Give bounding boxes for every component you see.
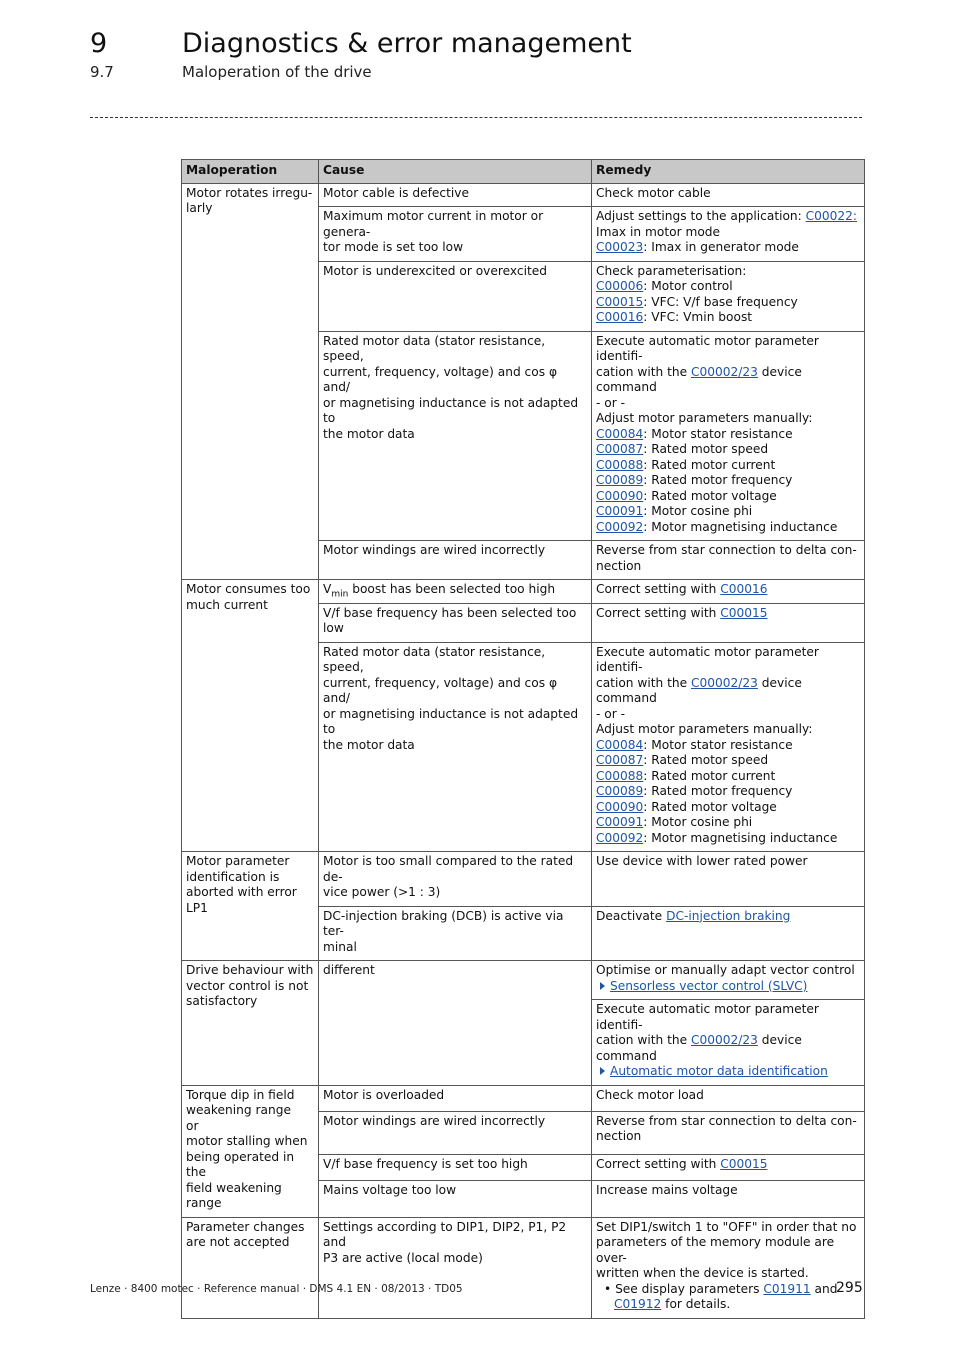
- remedy-cell: [592, 961, 865, 1000]
- text-line: Motor parameter: [186, 854, 290, 868]
- text-line: are not accepted: [186, 1235, 290, 1249]
- text-line: Check parameterisation:: [596, 263, 747, 278]
- param-link[interactable]: C00088: [596, 768, 644, 783]
- text-line: range: [186, 1196, 222, 1210]
- text-segment: : Rated motor current: [643, 457, 776, 472]
- header-remedy: Remedy: [592, 160, 865, 184]
- cause-cell: [319, 183, 592, 207]
- cause-cell: [319, 541, 592, 580]
- remedy-cell: [592, 261, 865, 331]
- text-line: Motor is underexcited or overexcited: [323, 263, 548, 278]
- text-segment: : Rated motor voltage: [643, 799, 777, 814]
- text-line: or magnetising inductance is not adapted to: [323, 706, 579, 736]
- text-line: larly: [186, 201, 213, 215]
- remedy-cell: [592, 603, 865, 642]
- text-line: vice power (>1 : 3): [323, 885, 441, 899]
- text-line: Torque dip in field: [186, 1087, 295, 1102]
- param-link[interactable]: C00006: [596, 279, 644, 293]
- cause-cell: [319, 1217, 592, 1318]
- text-segment: : Motor stator resistance: [643, 737, 793, 752]
- text-line: Motor windings are wired incorrectly: [323, 543, 546, 557]
- text-line: different: [323, 963, 375, 977]
- remedy-cell: [592, 642, 865, 852]
- param-link-c00002-23[interactable]: C00002/23: [691, 675, 758, 690]
- text-segment: : Imax in generator mode: [643, 240, 799, 254]
- text-segment: cation with the: [596, 675, 691, 690]
- text-line: Drive behaviour with: [186, 963, 314, 977]
- text-line: Motor rotates irregu-: [186, 185, 313, 200]
- arrow-right-icon: [600, 982, 605, 990]
- text-segment: : Motor magnetising inductance: [643, 830, 838, 845]
- cause-cell: [319, 642, 592, 852]
- remedy-cell: [592, 207, 865, 262]
- maloperation-cell: [182, 1085, 319, 1217]
- text-line: being operated in the: [186, 1149, 295, 1179]
- text-line: or magnetising inductance is not adapted to: [323, 395, 579, 425]
- text-line: Motor cable is defective: [323, 185, 469, 200]
- text-segment: device command: [596, 1033, 802, 1063]
- text-line: or: [186, 1118, 199, 1133]
- text-line: Imax in motor mode: [596, 224, 721, 239]
- maloperation-table: [181, 159, 865, 1319]
- param-link[interactable]: C00089: [596, 473, 644, 487]
- text-line: DC-injection braking (DCB) is active via ter-: [323, 908, 564, 938]
- bullet-item: [596, 1282, 860, 1313]
- text-segment: : Rated motor voltage: [643, 488, 777, 503]
- text-line: - or -: [596, 706, 626, 721]
- param-link-c00016[interactable]: C00016: [720, 582, 768, 596]
- text-line: Mains voltage too low: [323, 1183, 457, 1198]
- text-segment: : Rated motor frequency: [643, 784, 793, 798]
- text-segment: device command: [596, 364, 802, 394]
- text-line: minal: [323, 939, 357, 954]
- maloperation-cell: [182, 961, 319, 1086]
- param-link[interactable]: C00087: [596, 442, 644, 456]
- param-link[interactable]: C00084: [596, 426, 644, 441]
- text-line: LP1: [186, 900, 208, 915]
- text-segment: : Motor cosine phi: [643, 815, 753, 829]
- param-link[interactable]: C00084: [596, 737, 644, 752]
- text-segment: Deactivate: [596, 908, 667, 923]
- cause-cell: [319, 1155, 592, 1181]
- header-divider: [90, 117, 862, 118]
- text-line: Rated motor data (stator resistance, speed,: [323, 333, 546, 363]
- text-line: Execute automatic motor parameter identifi-: [596, 644, 819, 674]
- param-link[interactable]: C00087: [596, 753, 644, 767]
- param-link[interactable]: C00015: [596, 294, 644, 309]
- text-line: P3 are active (local mode): [323, 1250, 483, 1265]
- chapter-number: 9: [90, 28, 108, 59]
- param-link[interactable]: C00090: [596, 488, 644, 503]
- dc-injection-braking-link[interactable]: DC-injection braking: [666, 908, 791, 923]
- text-line: Execute automatic motor parameter identifi-: [596, 1002, 819, 1032]
- text-line: nection: [596, 1129, 642, 1144]
- header-cause: Cause: [319, 160, 592, 184]
- param-link-c00002-23[interactable]: C00002/23: [691, 1033, 758, 1047]
- text-line: V/f base frequency has been selected too low: [323, 605, 577, 635]
- remedy-cell: [592, 541, 865, 580]
- param-link-c00015[interactable]: C00015: [720, 1157, 768, 1172]
- text-segment: : Motor control: [643, 279, 733, 293]
- auto-motor-data-id-link[interactable]: Automatic motor data identification: [610, 1064, 828, 1078]
- text-line: aborted with error: [186, 885, 297, 899]
- remedy-cell: [592, 852, 865, 907]
- text-line: current, frequency, voltage) and cos φ and/: [323, 364, 557, 394]
- page-number: 295: [836, 1280, 863, 1296]
- param-link[interactable]: C00091: [596, 815, 644, 829]
- text-line: Check motor load: [596, 1087, 704, 1102]
- text-line: Increase mains voltage: [596, 1183, 738, 1198]
- text-segment: Adjust settings to the application:: [596, 209, 806, 223]
- param-link[interactable]: C00089: [596, 784, 644, 798]
- text-line: the motor data: [323, 426, 415, 441]
- text-segment: : VFC: Vmin boost: [643, 310, 753, 324]
- footer-text: Lenze · 8400 motec · Reference manual · DMS 4.1 EN · 08/2013 · TD05: [90, 1283, 463, 1295]
- table-header-row: [182, 160, 865, 184]
- text-line: Maximum motor current in motor or genera-: [323, 209, 544, 239]
- remedy-cell: [592, 1155, 865, 1181]
- text-segment: Correct setting with: [596, 1157, 721, 1172]
- text-line: Execute automatic motor parameter identifi-: [596, 333, 819, 363]
- remedy-cell: [592, 1111, 865, 1154]
- param-link[interactable]: C00091: [596, 504, 644, 518]
- text-line: Rated motor data (stator resistance, speed,: [323, 644, 546, 674]
- text-segment: for details.: [661, 1297, 731, 1311]
- text-segment: : Motor stator resistance: [643, 426, 793, 441]
- text-line: current, frequency, voltage) and cos φ and/: [323, 675, 557, 705]
- text-line: Adjust motor parameters manually:: [596, 411, 813, 425]
- maloperation-cell: [182, 183, 319, 580]
- text-line: Check motor cable: [596, 185, 711, 200]
- text-line: Optimise or manually adapt vector control: [596, 963, 855, 977]
- text-line: nection: [596, 558, 642, 573]
- section-number: 9.7: [90, 63, 114, 81]
- table-row: [182, 852, 865, 907]
- remedy-cell: [592, 183, 865, 207]
- cause-cell: [319, 1181, 592, 1217]
- table-row: [182, 580, 865, 604]
- text-line: satisfactory: [186, 994, 258, 1008]
- text-line: field weakening: [186, 1180, 282, 1195]
- text-line: Motor is too small compared to the rated de-: [323, 854, 574, 884]
- text-line: weakening range: [186, 1103, 291, 1117]
- table-row: [182, 1217, 865, 1318]
- text-segment: • See display parameters: [604, 1281, 764, 1296]
- cause-cell: [319, 580, 592, 604]
- param-link-c00022[interactable]: C00022:: [805, 209, 858, 223]
- text-line: motor stalling when: [186, 1134, 308, 1148]
- text-line: - or -: [596, 395, 626, 410]
- text-segment: and: [810, 1281, 838, 1296]
- text-line: V/f base frequency is set too high: [323, 1157, 528, 1172]
- param-link[interactable]: C00090: [596, 799, 644, 814]
- remedy-cell: [592, 1181, 865, 1217]
- text-segment: : VFC: V/f base frequency: [643, 294, 798, 309]
- slvc-link[interactable]: Sensorless vector control (SLVC): [610, 978, 808, 993]
- remedy-cell: [592, 1085, 865, 1111]
- text-segment: cation with the: [596, 364, 691, 379]
- text-segment: Correct setting with: [596, 582, 721, 596]
- text-segment: : Rated motor speed: [643, 442, 769, 456]
- param-link-c00015[interactable]: C00015: [720, 605, 768, 620]
- text-segment: V: [323, 582, 332, 596]
- text-segment: : Rated motor current: [643, 768, 776, 783]
- section-title: Maloperation of the drive: [182, 63, 372, 81]
- cause-cell: [319, 207, 592, 262]
- text-line: parameters of the memory module are over-: [596, 1235, 835, 1265]
- text-segment: : Motor magnetising inductance: [643, 519, 838, 534]
- cause-cell: [319, 1085, 592, 1111]
- param-link[interactable]: C00088: [596, 457, 644, 472]
- param-link-c00002-23[interactable]: C00002/23: [691, 364, 758, 379]
- cause-cell: [319, 1111, 592, 1154]
- remedy-cell: [592, 580, 865, 604]
- text-line: much current: [186, 597, 268, 612]
- subscript: min: [331, 589, 349, 600]
- text-line: Use device with lower rated power: [596, 854, 808, 868]
- text-line: Adjust motor parameters manually:: [596, 722, 813, 736]
- table-row: [182, 1085, 865, 1111]
- text-segment: Correct setting with: [596, 605, 721, 620]
- text-line: tor mode is set too low: [323, 240, 464, 254]
- param-link-c01912[interactable]: C01912: [614, 1297, 662, 1311]
- text-line: the motor data: [323, 737, 415, 752]
- maloperation-cell: [182, 580, 319, 852]
- text-line: identification is: [186, 869, 280, 884]
- maloperation-cell: [182, 1217, 319, 1318]
- text-line: Motor consumes too: [186, 582, 311, 596]
- remedy-cell: [592, 1000, 865, 1086]
- text-line: Settings according to DIP1, DIP2, P1, P2 and: [323, 1219, 567, 1249]
- cause-cell: [319, 603, 592, 642]
- cause-cell: [319, 961, 592, 1086]
- text-segment: device command: [596, 675, 802, 705]
- header-maloperation: Maloperation: [182, 160, 319, 184]
- cause-cell: [319, 331, 592, 541]
- param-link-c01911[interactable]: C01911: [763, 1281, 811, 1296]
- param-link-c00023[interactable]: C00023: [596, 240, 644, 254]
- table-row: [182, 183, 865, 207]
- remedy-cell: [592, 906, 865, 961]
- text-segment: boost has been selected too high: [348, 582, 556, 596]
- text-segment: : Rated motor frequency: [643, 473, 793, 487]
- text-line: Set DIP1/switch 1 to "OFF" in order that no: [596, 1219, 857, 1234]
- cause-cell: [319, 906, 592, 961]
- text-line: Motor windings are wired incorrectly: [323, 1113, 546, 1128]
- remedy-cell: [592, 1217, 865, 1318]
- table-row: [182, 961, 865, 1000]
- param-link[interactable]: C00092: [596, 830, 644, 845]
- text-line: Parameter changes: [186, 1219, 305, 1234]
- text-line: Motor is overloaded: [323, 1087, 445, 1102]
- text-line: Reverse from star connection to delta con-: [596, 543, 857, 557]
- text-segment: : Rated motor speed: [643, 753, 769, 767]
- text-segment: : Motor cosine phi: [643, 504, 753, 518]
- arrow-right-icon: [600, 1067, 605, 1075]
- text-line: Reverse from star connection to delta con-: [596, 1113, 857, 1128]
- text-line: written when the device is started.: [596, 1266, 809, 1280]
- text-segment: cation with the: [596, 1033, 691, 1047]
- text-line: vector control is not: [186, 978, 309, 993]
- remedy-cell: [592, 331, 865, 541]
- param-link[interactable]: C00016: [596, 310, 644, 324]
- maloperation-cell: [182, 852, 319, 961]
- cause-cell: [319, 261, 592, 331]
- chapter-title: Diagnostics & error management: [182, 28, 632, 59]
- cause-cell: [319, 852, 592, 907]
- param-link[interactable]: C00092: [596, 519, 644, 534]
